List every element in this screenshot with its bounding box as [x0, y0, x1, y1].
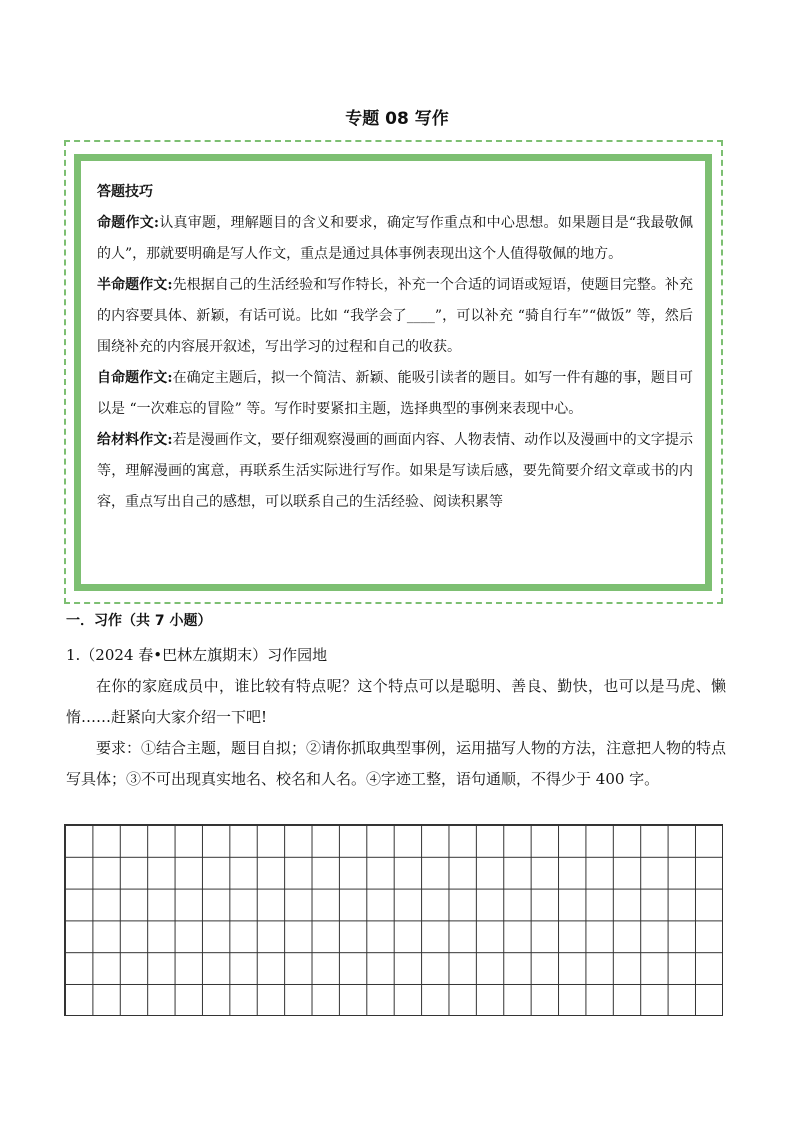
- tip-label: 命题作文:: [97, 215, 160, 231]
- tips-heading: 答题技巧: [97, 184, 153, 200]
- question-1: [66, 640, 726, 795]
- question-header: 1.（2024 春•巴林左旗期末）习作园地: [66, 646, 328, 664]
- tip-item: [97, 208, 693, 270]
- tip-text: 认真审题，理解题目的含义和要求，确定写作重点和中心思想。如果题目是“我最敬佩的人”，那就要明确是写人作文，重点是通过具体事例表现出这个人值得敬佩的地方。: [97, 215, 693, 262]
- tip-text: 若是漫画作文，要仔细观察漫画的画面内容、人物表情、动作以及漫画中的文字提示等，理解漫画的寓意，再联系生活实际进行写作。如果是写读后感，要先简要介绍文章或书的内容，重点写出自己的感想，可以联系自己的生活经验、阅读积累等: [97, 432, 694, 510]
- tip-item: [97, 270, 693, 363]
- tip-label: 自命题作文:: [97, 370, 173, 386]
- question-prompt: 在你的家庭成员中，谁比较有特点呢？这个特点可以是聪明、善良、勤快，也可以是马虎、懒惰……赶紧向大家介绍一下吧!: [66, 677, 726, 726]
- writing-grid[interactable]: [64, 824, 723, 1016]
- page-title: 专题 08 写作: [345, 109, 449, 129]
- tip-text: 先根据自己的生活经验和写作特长，补充一个合适的词语或短语，使题目完整。补充的内容要具体、新颖，有话可说。比如 “我学会了____”，可以补充 “骑自行车”“做饭” 等，然后围绕补充的内容展开叙述，写出学习的过程和自己的收获。: [97, 277, 694, 355]
- question-requirements: 要求：①结合主题，题目自拟；②请你抓取典型事例，运用描写人物的方法，注意把人物的特点写具体；③不可出现真实地名、校名和人名。④字迹工整，语句通顺，不得少于 400 字。: [66, 739, 727, 788]
- tips-box: [74, 154, 712, 591]
- tip-text: 在确定主题后，拟一个简洁、新颖、能吸引读者的题目。如写一件有趣的事，题目可以是 “一次难忘的冒险” 等。写作时要紧扣主题，选择典型的事例来表现中心。: [97, 370, 694, 417]
- tip-item: [97, 363, 693, 425]
- section-title: 一．习作（共 7 小题）: [66, 613, 212, 629]
- tip-item: [97, 425, 693, 518]
- tip-label: 给材料作文:: [97, 432, 173, 448]
- tip-label: 半命题作文:: [97, 277, 173, 293]
